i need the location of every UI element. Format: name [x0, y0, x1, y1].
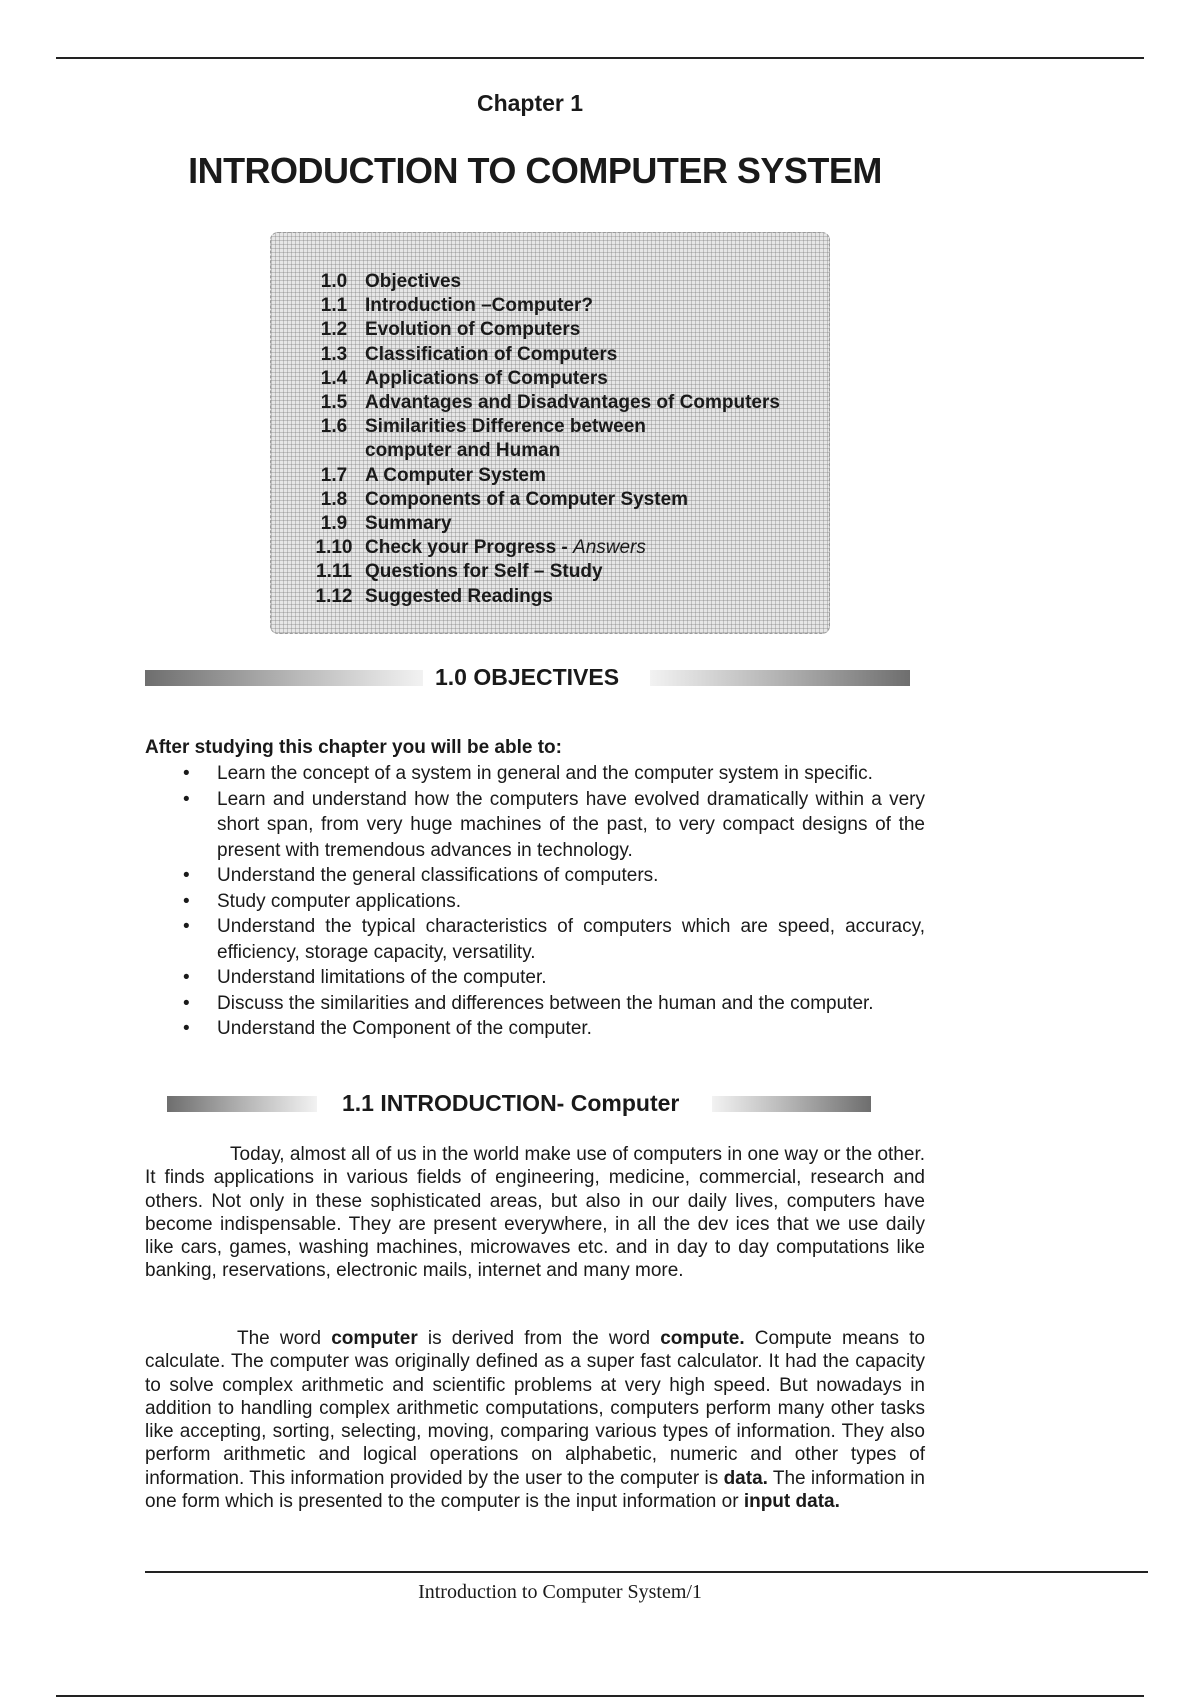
bullet-icon: •	[183, 916, 190, 937]
contents-item-number: 1.5	[320, 392, 348, 414]
contents-item-title: Check your Progress -	[365, 537, 574, 559]
objective-item	[145, 965, 925, 991]
objective-text: Understand the Component of the computer.	[217, 1018, 592, 1039]
objective-text: Understand the typical characteristics of computers which are speed, accuracy, efficiency, storage capacity, versatility.	[217, 916, 925, 963]
contents-item-number: 1.4	[320, 367, 348, 389]
introduction-heading-text: 1.1 INTRODUCTION- Computer	[342, 1090, 680, 1116]
objective-item	[145, 787, 925, 864]
contents-item-title: Introduction –Computer?	[365, 295, 593, 317]
bullet-icon: •	[183, 992, 190, 1014]
heading-bar-left	[145, 670, 423, 686]
contents-item-number: 1.1	[320, 295, 348, 317]
objectives-list	[145, 761, 925, 1042]
paragraph-text: Compute means to calculate. The computer was originally defined as a super fast calculator. It had the capacity to solve complex arithmetic and scientific problems at very high speed. But nowadays in addition to handling complex arithmetic computations, computers perform many other tasks like accepting, sorting, selecting, moving, comparing various types of information. They also perform arithmetic and logical operations on alphabetic, numeric and other types of information. This information provided by the user to the computer is	[145, 1328, 925, 1489]
heading-bar-left	[167, 1096, 317, 1112]
contents-item-number: 1.11	[316, 561, 352, 583]
objective-text: Understand limitations of the computer.	[217, 967, 547, 988]
contents-item	[303, 512, 835, 536]
page-footer: Introduction to Computer System/1	[418, 1581, 702, 1603]
bullet-icon: •	[183, 1018, 190, 1039]
contents-item-number: 1.6	[320, 416, 348, 438]
top-rule	[56, 57, 1144, 59]
paragraph-text: The information in one form which is presented to the computer is the input information or	[145, 1467, 925, 1513]
contents-item	[303, 343, 835, 367]
contents-item-number: 1.10	[315, 537, 353, 559]
term-compute: compute.	[660, 1328, 745, 1349]
objective-text: Study computer applications.	[217, 890, 461, 912]
contents-item-title-wrap	[365, 536, 835, 560]
contents-item-title: Suggested Readings	[365, 585, 553, 607]
objective-item	[145, 914, 925, 965]
contents-item	[303, 560, 835, 584]
objective-item	[145, 863, 925, 889]
contents-item-title: Similarities Difference between	[365, 416, 646, 438]
contents-item-title: Questions for Self – Study	[365, 561, 603, 583]
objective-text: Learn the concept of a system in general and the computer system in specific.	[217, 763, 873, 784]
contents-item	[303, 415, 835, 439]
bullet-icon: •	[183, 763, 190, 784]
bullet-icon: •	[183, 967, 190, 988]
heading-bar-right	[712, 1096, 871, 1112]
term-computer: computer	[331, 1328, 418, 1349]
introduction-paragraph-2	[145, 1327, 925, 1513]
contents-item-number	[303, 439, 365, 463]
contents-item	[303, 488, 835, 512]
contents-item	[303, 536, 835, 560]
contents-item-number: 1.12	[315, 585, 353, 607]
contents-item	[303, 318, 835, 342]
contents-list	[303, 270, 835, 609]
objectives-heading-text: 1.0 OBJECTIVES	[435, 664, 620, 690]
contents-item-title: A Computer System	[365, 464, 546, 486]
bottom-rule	[56, 1695, 1144, 1697]
objective-item	[145, 889, 925, 915]
contents-item-number: 1.8	[320, 488, 348, 510]
objective-text: Discuss the similarities and differences between the human and the computer.	[217, 992, 874, 1014]
paragraph-text: The word	[237, 1328, 332, 1349]
objectives-section-heading	[145, 664, 910, 694]
contents-item	[303, 391, 835, 415]
term-input-data: input data.	[743, 1491, 840, 1513]
contents-item-title: Applications of Computers	[365, 367, 608, 389]
introduction-section-heading	[167, 1090, 871, 1120]
heading-bar-right	[650, 670, 910, 686]
paragraph-text: is derived from the word	[417, 1328, 661, 1349]
contents-item-number: 1.3	[320, 343, 348, 365]
term-data: data.	[723, 1467, 768, 1489]
contents-item-title: Objectives	[365, 271, 462, 292]
contents-item-title: Evolution of Computers	[365, 319, 581, 341]
contents-item	[303, 294, 835, 318]
contents-item-number: 1.2	[320, 319, 348, 341]
objective-text: Understand the general classifications of computers.	[217, 865, 659, 886]
objective-item	[145, 991, 925, 1017]
contents-item-number: 1.7	[320, 464, 348, 486]
objectives-lead: After studying this chapter you will be able to:	[145, 737, 562, 758]
contents-item	[303, 439, 835, 463]
contents-item-title: computer and Human	[365, 440, 561, 462]
bullet-icon: •	[183, 890, 190, 912]
chapter-title: INTRODUCTION TO COMPUTER SYSTEM	[188, 150, 882, 191]
objective-item	[145, 1016, 925, 1042]
contents-item-title-italic: Answers	[573, 537, 646, 559]
contents-item-number: 1.0	[320, 271, 348, 292]
contents-item-number: 1.9	[320, 513, 348, 535]
contents-item	[303, 367, 835, 391]
chapter-label: Chapter 1	[476, 90, 584, 116]
objective-item	[145, 761, 925, 787]
footer-rule	[145, 1571, 1148, 1573]
objective-text: Learn and understand how the computers have evolved dramatically within a very short span, from very huge machines of the past, to very compact designs of the present with tremendous advances in technology.	[217, 788, 925, 861]
bullet-icon: •	[183, 788, 190, 810]
contents-item	[303, 464, 835, 488]
contents-item	[303, 270, 835, 294]
contents-item-title: Advantages and Disadvantages of Computers	[365, 392, 780, 414]
contents-box	[270, 232, 830, 634]
contents-item-title: Components of a Computer System	[365, 488, 689, 510]
contents-item	[303, 585, 835, 609]
bullet-icon: •	[183, 865, 190, 886]
introduction-paragraph-1: Today, almost all of us in the world make use of computers in one way or the other. It finds applications in various fields of engineering, medicine, commercial, research and others. Not only in these sophisticated areas, but also in our daily lives, computers have become indispensable. They are present everywhere, in all the dev ices that we use daily like cars, games, washing machines, microwaves etc. and in day to day computations like banking, reservations, electronic mails, internet and many more.	[145, 1144, 925, 1282]
contents-item-title: Classification of Computers	[365, 343, 618, 365]
contents-item-title: Summary	[365, 513, 452, 535]
